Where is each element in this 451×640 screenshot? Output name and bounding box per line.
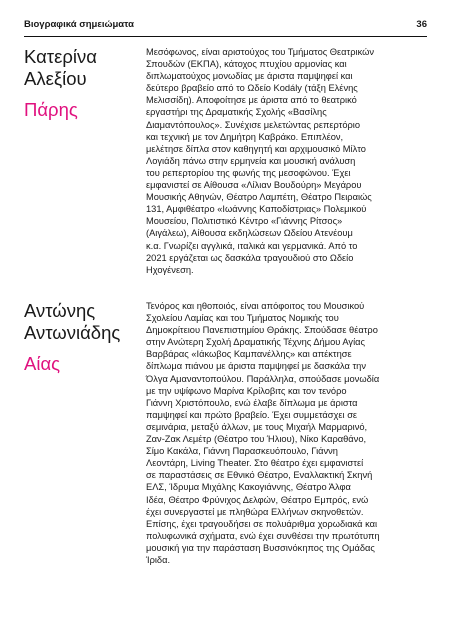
person-name — [24, 300, 132, 344]
person-name — [24, 46, 132, 90]
person-name-line: Αλεξίου — [24, 68, 87, 89]
bio-line: Μουσείου, Πολιτιστικό Κέντρο «Γιάννης Ρίτσος» — [146, 216, 343, 227]
page-number: 36 — [416, 19, 427, 30]
bio-line: Διαμαντόπουλος». Συνέχισε μελετώντας ρεπερτόριο — [146, 119, 361, 130]
bio-line: Ιδέα, Θέατρο Φρύνιχος Δελφών, Θέατρο Εμπρός, ενώ — [146, 494, 369, 505]
bio-line: Μουσικής Αθηνών, Θέατρο Λαμπέτη, Θέατρο Πειραιώς — [146, 192, 372, 203]
bio-line: πολυφωνικά σχήματα, ενώ έχει συνθέσει την πρωτότυπη — [146, 530, 380, 541]
role-name: Πάρης — [24, 99, 78, 120]
bio-line: Γιάννη Χριστόπουλο, ενώ έλαβε δίπλωμα με άριστα — [146, 397, 358, 408]
bio-line: Λεοντάρη, Living Theater. Στο θέατρο έχει εμφανιστεί — [146, 458, 364, 469]
bio-line: Όλγα Αμαναντοπούλου. Παράλληλα, σπούδασε μονωδία — [146, 373, 380, 384]
page-header — [24, 19, 427, 35]
bio-line: Μελισσίδη). Αποφοίτησε με άριστα από το θεατρικό — [146, 95, 357, 106]
role-name: Αίας — [24, 353, 61, 374]
bio-line: δίπλωμα πιάνου με άριστα παμψηφεί με δασκάλα την — [146, 361, 366, 372]
bio-line: εμφανιστεί σε Αίθουσα «Λίλιαν Βουδούρη» Μεγάρου — [146, 180, 362, 191]
bio-line: σε παραστάσεις σε Εθνικό Θέατρο, Εναλλακτική Σκηνή — [146, 470, 373, 481]
bio-line: στην Ανώτερη Σχολή Δραματικής Τέχνης Δήμου Αγίας — [146, 337, 365, 348]
bio-line: δεύτερο βραβείο από το Ωδείο Kodály (τάξη Ελένης — [146, 83, 358, 94]
section-title: Βιογραφικά σημειώματα — [24, 19, 134, 30]
bio-line: του ρεπερτορίου της φωνής της μεσοφώνου. Έχει — [146, 167, 351, 178]
person-heading — [24, 46, 132, 121]
bio-line: εργαστήρι της Δραματικής Σχολής «Βασίλης — [146, 107, 327, 118]
bio-line: Επίσης, έχει τραγουδήσει σε πολυάριθμα χορωδιακά και — [146, 518, 378, 529]
bio-line: Σπουδών (ΕΚΠΑ), κάτοχος πτυχίου αρμονίας και — [146, 59, 347, 70]
bio-line: Βαρβάρας «Ιάκωβος Καμπανέλλης» και απέκτησε — [146, 349, 352, 360]
bio-line: Λογιάδη πάνω στην ερμηνεία και μουσική ανάλυση — [146, 155, 356, 166]
bio-line: μελέτησε δίπλα στον καθηγητή και αρχιμουσικό Μίλτο — [146, 143, 366, 154]
bio-section — [24, 46, 427, 276]
bio-line: Δημοκρίτειου Πανεπιστημίου Θράκης. Σπούδασε θέατρο — [146, 325, 378, 336]
person-heading — [24, 300, 132, 375]
bio-line: Σίμο Κακάλα, Γιάννη Παρασκευόπουλο, Γιάννη — [146, 446, 338, 457]
bio-line: με την υψίφωνο Μαρίνα Κρίλοβιτς και τον τενόρο — [146, 385, 347, 396]
bio-line: μουσική για την παράσταση Βυσσινόκηπος της Ομάδας — [146, 542, 375, 553]
person-name-line: Κατερίνα — [24, 46, 97, 67]
bio-line: Ζαν-Ζακ Λεμέτρ (Θέατρο του Ήλιου), Νίκο Καραθάνο, — [146, 434, 367, 445]
bio-text — [146, 300, 427, 566]
header-rule — [24, 36, 427, 37]
bio-line: Μεσόφωνος, είναι αριστούχος του Τμήματος Θεατρικών — [146, 47, 375, 57]
person-name-line: Αντώνης — [24, 300, 96, 321]
bio-line: (Αιγάλεω), Αίθουσα εκδηλώσεων Ωδείου Ατενέουμ — [146, 228, 353, 239]
bio-line: διπλωματούχος μονωδίας με άριστα παμψηφεί και — [146, 71, 353, 82]
person-name-line: Αντωνιάδης — [24, 322, 121, 343]
bio-line: κ.α. Γνωρίζει αγγλικά, ιταλικά και γερμανικά. Από το — [146, 240, 358, 251]
bio-line: και τεχνική με τον Δημήτρη Καβράκο. Επιπλέον, — [146, 131, 344, 142]
bio-line: σεμινάρια, μεταξύ άλλων, με τους Μιχαήλ Μαρμαρινό, — [146, 421, 368, 432]
bio-line: Τενόρος και ηθοποιός, είναι απόφοιτος του Μουσικού — [146, 301, 365, 311]
bio-line: 131, Αμφιθέατρο «Ιωάννης Καποδίστριας» Πολεμικού — [146, 204, 367, 215]
bio-line: Ηχογένεση. — [146, 264, 194, 275]
bio-line: 2021 εργάζεται ως δασκάλα τραγουδιού στο Ωδείο — [146, 252, 354, 263]
bio-line: παμψηφεί και πρώτο βραβείο. Έχει συμμετάσχει σε — [146, 409, 358, 420]
bio-line: Σχολείου Λαμίας και του Τμήματος Νομικής του — [146, 313, 339, 324]
bio-line: ΕΛΣ, Ίδρυμα Μιχάλης Κακογιάννης, Θέατρο Άλφα — [146, 482, 351, 493]
bio-text — [146, 46, 427, 276]
bio-section — [24, 300, 427, 590]
bio-line: Ίριδα. — [146, 554, 171, 565]
bio-line: έχει συνεργαστεί με πληθώρα Ελλήνων σκηνοθετών. — [146, 506, 364, 517]
